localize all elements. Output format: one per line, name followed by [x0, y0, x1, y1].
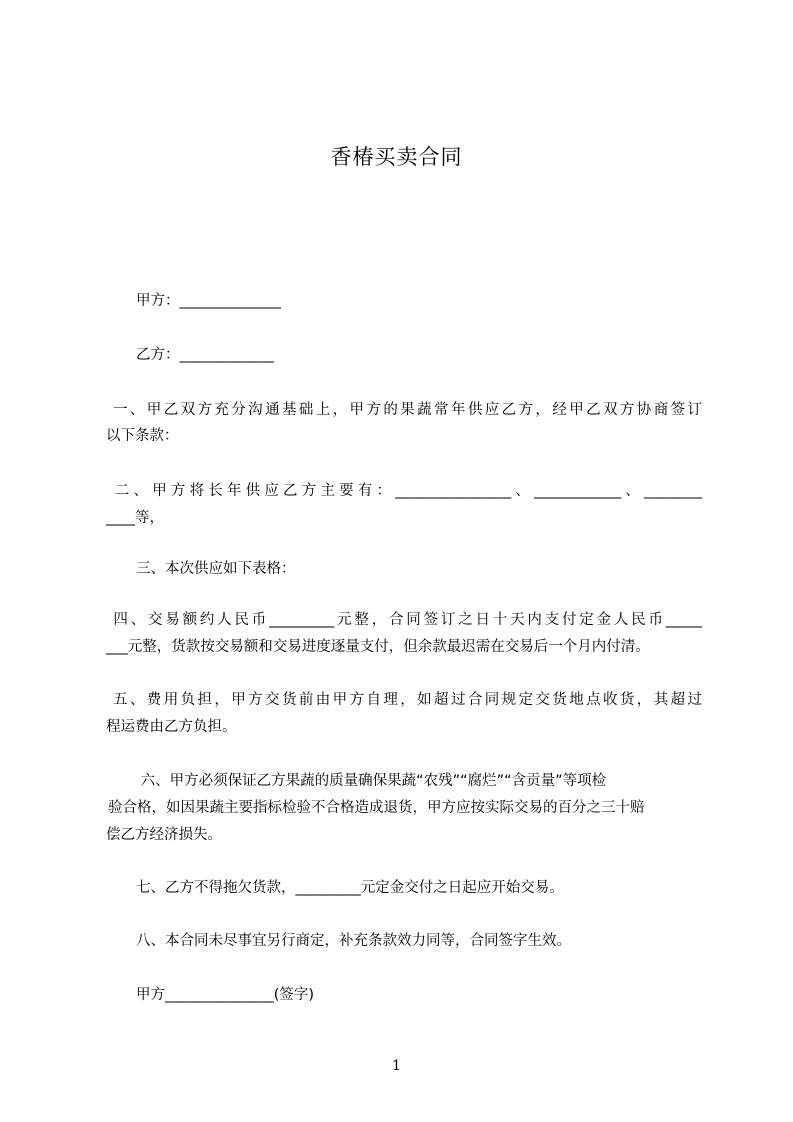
clause-1-line-2: 以下条款：: [106, 428, 179, 444]
signature-line: 甲方_______________(签字): [136, 987, 315, 1003]
party-b-line: 乙方：_____________: [136, 347, 274, 363]
clause-6-line-1: 六、甲方必须保证乙方果蔬的质量确保果蔬“农残”“腐烂”“含贡量”等项检: [136, 773, 607, 789]
clause-5-line-1: 五、费用负担，甲方交货前由甲方自理，如超过合同规定交货地点收货，其超过: [106, 692, 702, 708]
party-a-line: 甲方：______________: [136, 293, 281, 309]
clause-6-line-3: 偿乙方经济损失。: [106, 827, 222, 843]
clause-5-line-2: 程运费由乙方负担。: [106, 719, 237, 735]
clause-8-line: 八、本合同未尽事宜另行商定，补充条款效力同等，合同签字生效。: [136, 933, 571, 949]
clause-2-line-2: ____等，: [106, 510, 164, 526]
clause-3-line: 三、本次供应如下表格：: [136, 561, 296, 577]
clause-7-line: 七、乙方不得拖欠货款，_________元定金交付之日起应开始交易。: [136, 880, 564, 896]
clause-2-line-1: 二、甲方将长年供应乙方主要有：________________、____________、________: [106, 483, 702, 499]
clause-4-line-2: ___元整，货款按交易额和交易进度逐量支付，但余款最迟需在交易后一个月内付清。: [106, 639, 650, 655]
clause-4-line-1: 四、交易额约人民币_________元整，合同签订之日十天内支付定金人民币_____: [106, 612, 702, 628]
clause-6-line-2: 验合格，如因果蔬主要指标检验不合格造成退货，甲方应按实际交易的百分之三十赔: [108, 800, 645, 816]
clause-1-line-1: 一、甲乙双方充分沟通基础上，甲方的果蔬常年供应乙方，经甲乙双方协商签订: [106, 402, 702, 418]
page-number: 1: [392, 1058, 401, 1074]
document-title: 香椿买卖合同: [330, 145, 463, 169]
